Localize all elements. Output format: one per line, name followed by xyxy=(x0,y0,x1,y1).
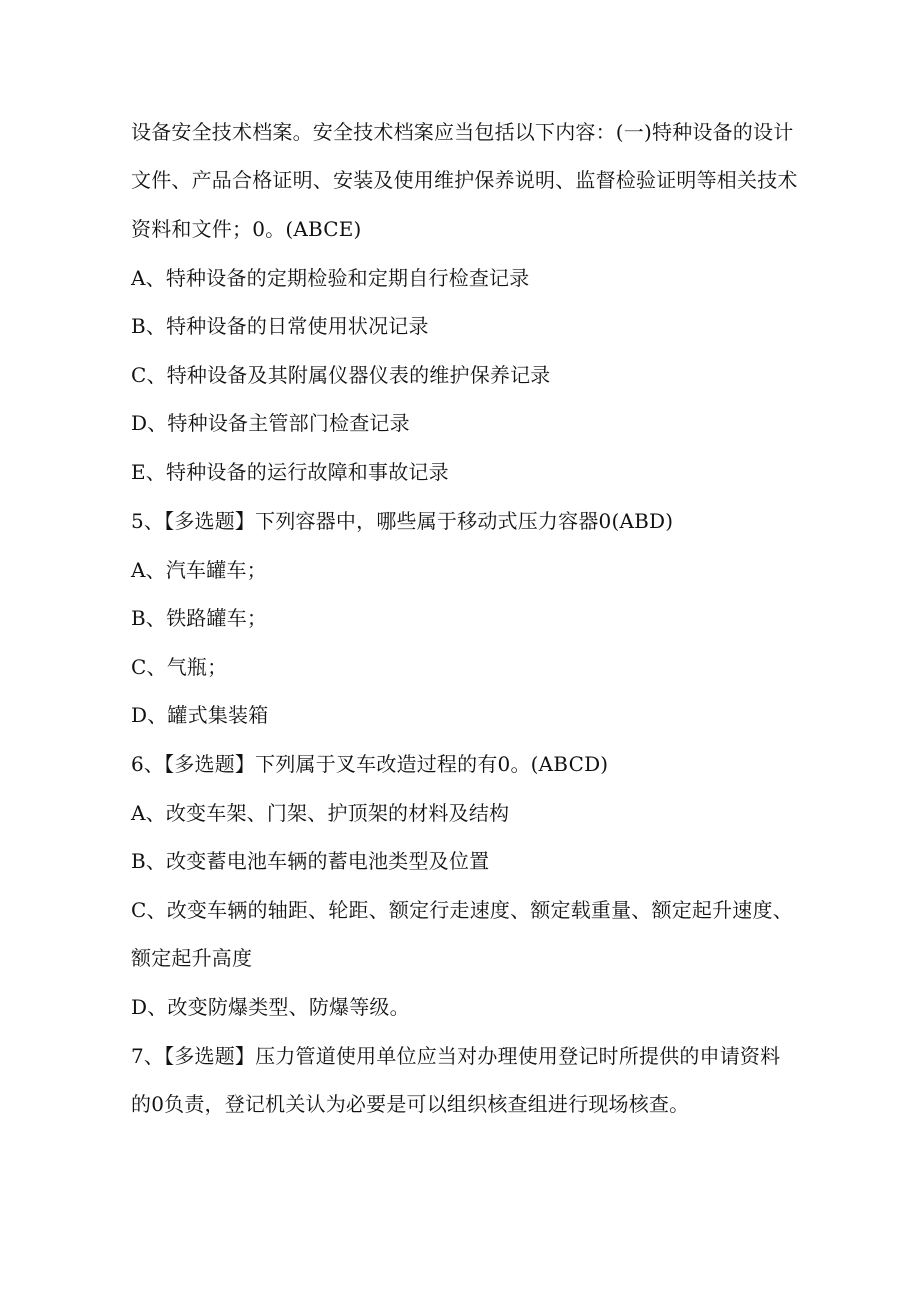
question-5: 5、【多选题】下列容器中，哪些属于移动式压力容器0(ABD) xyxy=(131,509,674,533)
q5-option-d: D、罐式集装箱 xyxy=(131,703,269,727)
q5-option-b: B、铁路罐车； xyxy=(131,606,268,630)
option-b-line: B、特种设备的日常使用状况记录 xyxy=(131,314,429,338)
question-6: 6、【多选题】下列属于叉车改造过程的有0。(ABCD) xyxy=(131,752,609,776)
q6-option-d: D、改变防爆类型、防爆等级。 xyxy=(131,995,410,1019)
q5-option-a: A、汽车罐车； xyxy=(131,558,267,582)
q6-option-c-cont: 额定起升高度 xyxy=(131,946,253,970)
text-line-3: 资料和文件；0。(ABCE) xyxy=(131,217,362,241)
text-line-1: 设备安全技术档案。安全技术档案应当包括以下内容：(一)特种设备的设计 xyxy=(131,120,794,144)
question-7-cont: 的0负责，登记机关认为必要是可以组织核查组进行现场核查。 xyxy=(131,1092,690,1116)
q6-option-b: B、改变蓄电池车辆的蓄电池类型及位置 xyxy=(131,849,490,873)
question-7: 7、【多选题】压力管道使用单位应当对办理使用登记时所提供的申请资料 xyxy=(131,1044,781,1068)
option-a-line: A、特种设备的定期检验和定期自行检查记录 xyxy=(131,266,530,290)
option-d-line: D、特种设备主管部门检查记录 xyxy=(131,411,410,435)
q5-option-c: C、气瓶； xyxy=(131,655,228,679)
option-e-line: E、特种设备的运行故障和事故记录 xyxy=(131,460,449,484)
text-line-2: 文件、产品合格证明、安装及使用维护保养说明、监督检验证明等相关技术 xyxy=(131,168,798,192)
option-c-line: C、特种设备及其附属仪器仪表的维护保养记录 xyxy=(131,363,551,387)
q6-option-c: C、改变车辆的轴距、轮距、额定行走速度、额定载重量、额定起升速度、 xyxy=(131,898,793,922)
q6-option-a: A、改变车架、门架、护顶架的材料及结构 xyxy=(131,801,510,825)
